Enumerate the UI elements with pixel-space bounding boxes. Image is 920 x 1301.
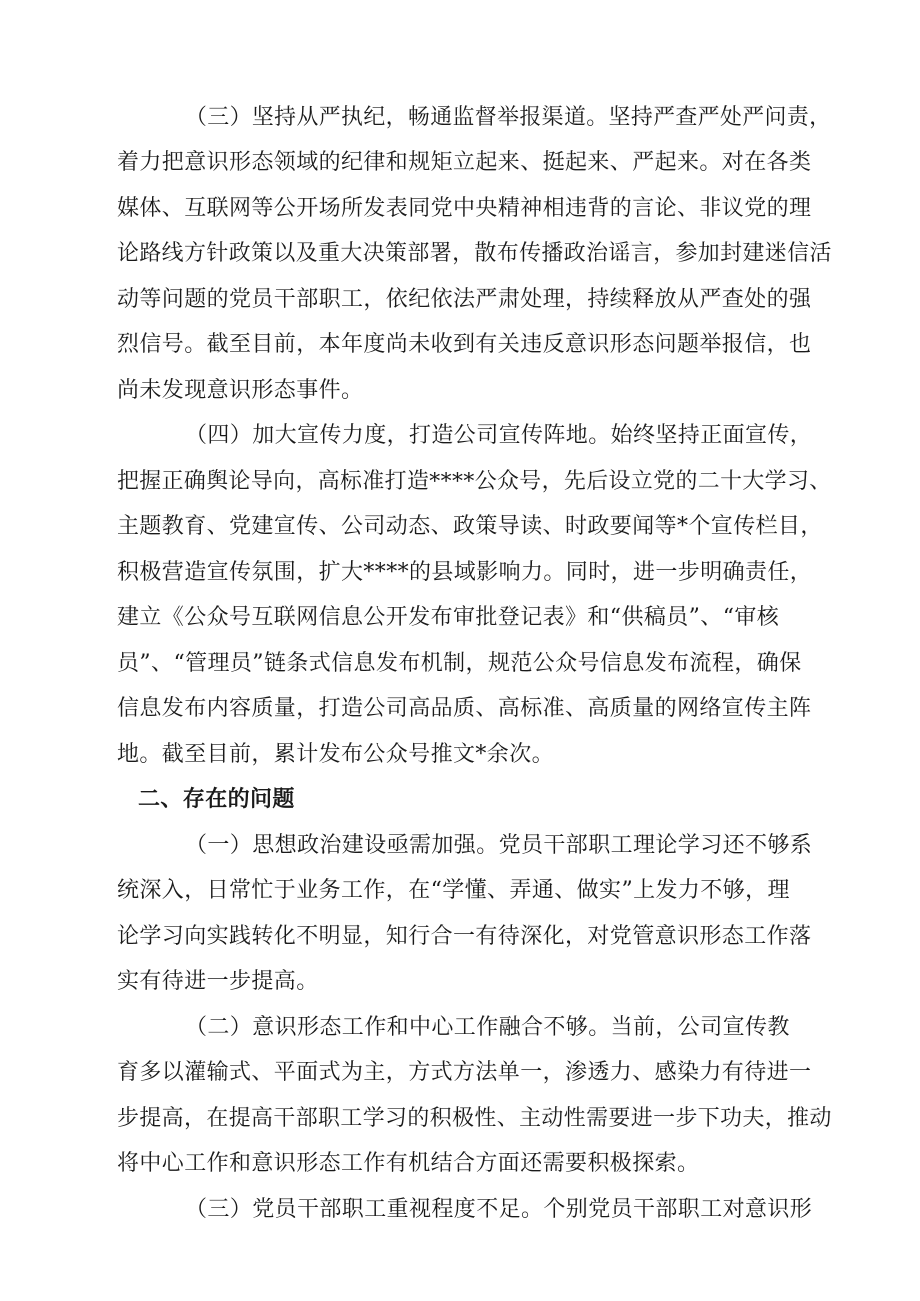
paragraph-line: 尚未发现意识形态事件。	[117, 378, 364, 403]
paragraph-line: 实有待进一步提高。	[117, 969, 319, 994]
paragraph-line: （二）意识形态工作和中心工作融合不够。当前，公司宣传教	[185, 1015, 790, 1040]
paragraph-line: 信息发布内容质量，打造公司高品质、高标准、高质量的网络宣传主阵	[117, 696, 812, 721]
section-heading: 二、存在的问题	[138, 787, 295, 812]
paragraph-line: 积极营造宣传氛围，扩大****的县域影响力。同时，进一步明确责任，	[117, 560, 813, 585]
paragraph-line: 育多以灌输式、平面式为主，方式方法单一，渗透力、感染力有待进一	[117, 1060, 812, 1085]
paragraph-line: 动等问题的党员干部职工，依纪依法严肃处理，持续释放从严查处的强	[117, 287, 812, 312]
paragraph-line: 媒体、互联网等公开场所发表同党中央精神相违背的言论、非议党的理	[117, 196, 812, 221]
paragraph-line: 建立《公众号互联网信息公开发布审批登记表》和“供稿员”、“审核	[117, 605, 780, 630]
paragraph-line: 烈信号。截至目前，本年度尚未收到有关违反意识形态问题举报信，也	[117, 332, 812, 357]
paragraph-line: 员”、“管理员”链条式信息发布机制，规范公众号信息发布流程，确保	[117, 651, 802, 676]
paragraph-line: 论路线方针政策以及重大决策部署，散布传播政治谣言，参加封建迷信活	[117, 241, 832, 266]
paragraph-line: （四）加大宣传力度，打造公司宣传阵地。始终坚持正面宣传，	[185, 423, 813, 448]
paragraph-line: （三）党员干部职工重视程度不足。个别党员干部职工对意识形	[185, 1197, 813, 1222]
paragraph-line: 主题教育、党建宣传、公司动态、政策导读、时政要闻等*个宣传栏目，	[117, 514, 823, 539]
paragraph-line: 统深入，日常忙于业务工作，在“学懂、弄通、做实”上发力不够，理	[117, 878, 790, 903]
paragraph-line: 将中心工作和意识形态工作有机结合方面还需要积极探索。	[117, 1151, 700, 1176]
paragraph-line: （三）坚持从严执纪，畅通监督举报渠道。坚持严查严处严问责，	[185, 105, 832, 130]
paragraph-line: （一）思想政治建设亟需加强。党员干部职工理论学习还不够系	[185, 833, 813, 858]
paragraph-line: 步提高，在提高干部职工学习的积极性、主动性需要进一步下功夫，推动	[117, 1106, 832, 1131]
paragraph-line: 地。截至目前，累计发布公众号推文*余次。	[117, 742, 555, 767]
paragraph-line: 着力把意识形态领域的纪律和规矩立起来、挺起来、严起来。对在各类	[117, 150, 812, 175]
paragraph-line: 论学习向实践转化不明显，知行合一有待深化，对党管意识形态工作落	[117, 924, 812, 949]
paragraph-line: 把握正确舆论导向，高标准打造****公众号，先后设立党的二十大学习、	[117, 469, 832, 494]
